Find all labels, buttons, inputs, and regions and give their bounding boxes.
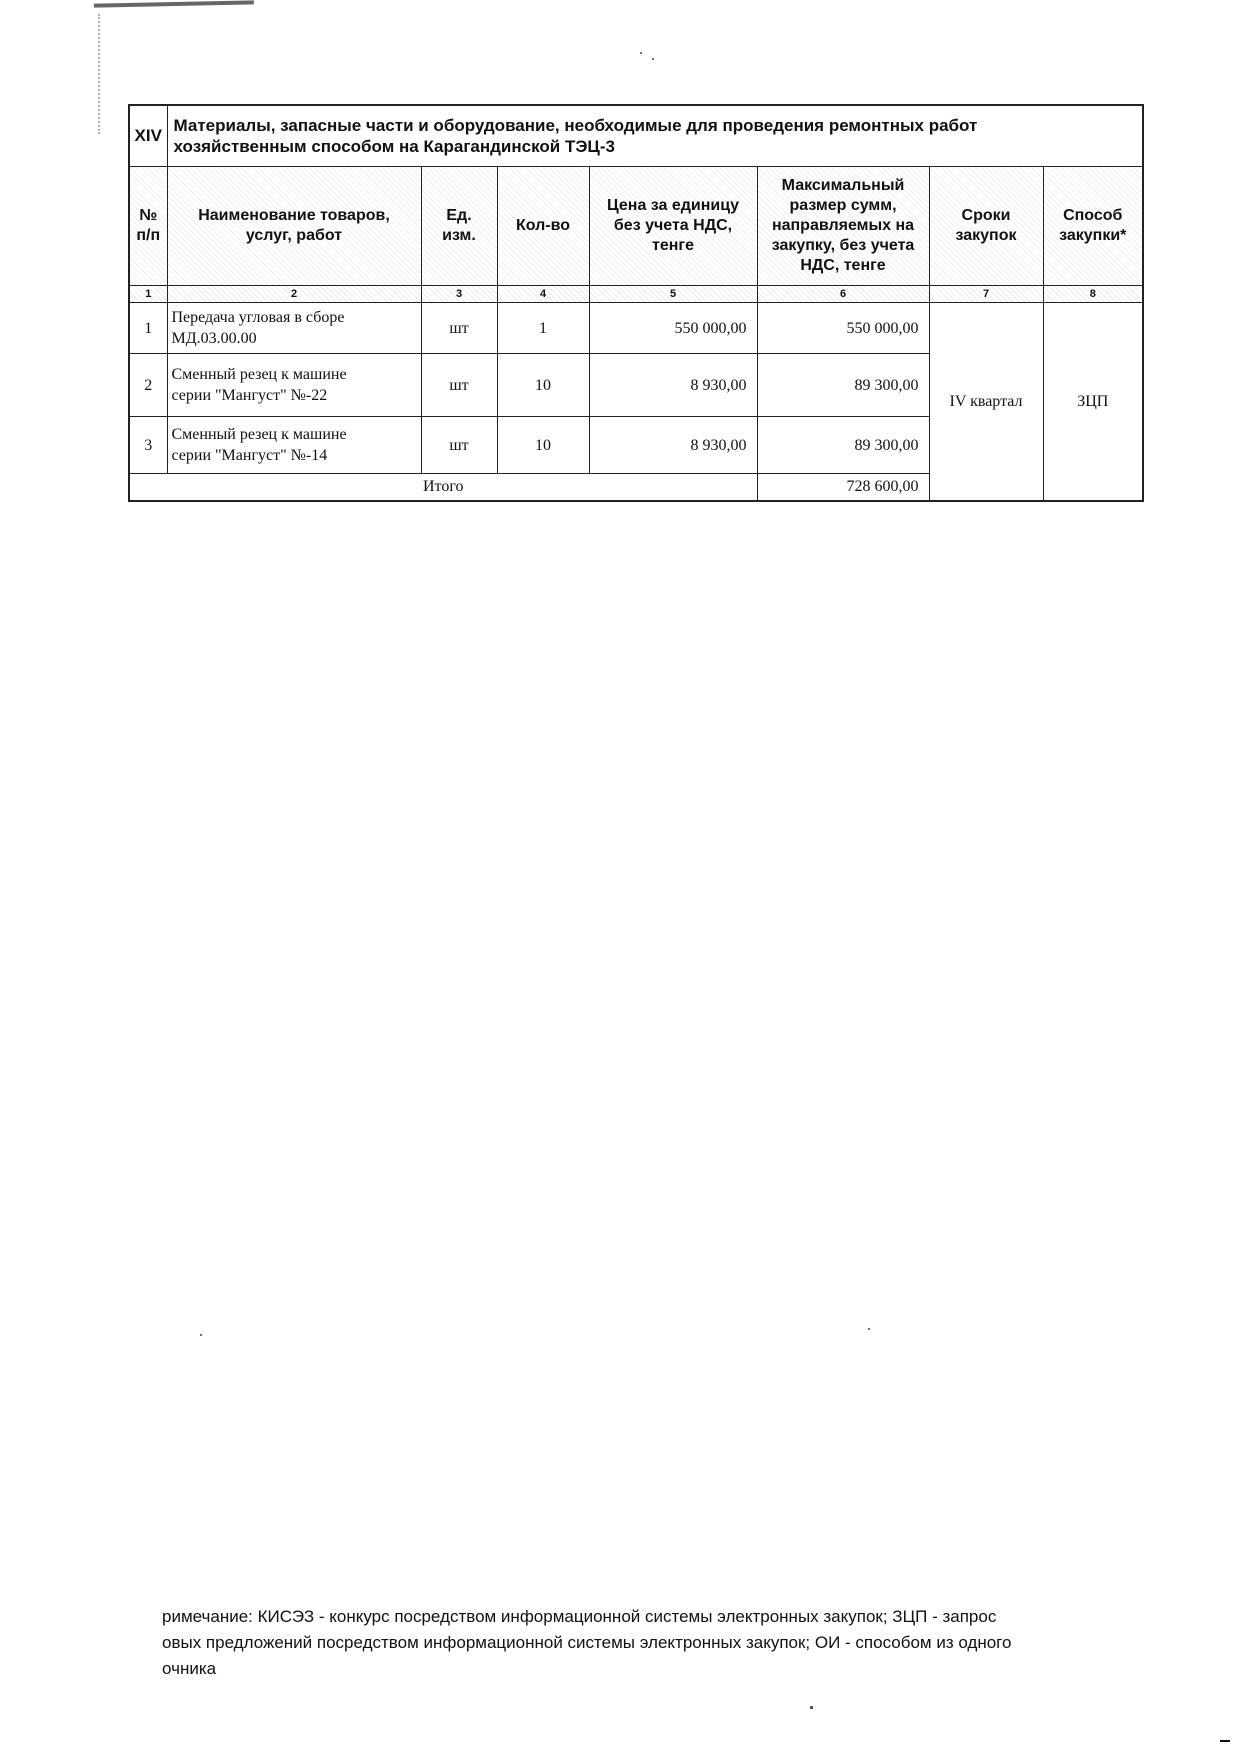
table-row: [129, 303, 1143, 354]
column-number: 7: [929, 286, 1043, 303]
column-header-row: [129, 167, 1143, 286]
header-max-sum: Максимальный размер сумм, направляемых на закупку, без учета НДС, тенге: [757, 167, 929, 286]
scan-speck: [652, 58, 654, 60]
item-total: 550 000,00: [757, 303, 929, 354]
total-value: 728 600,00: [757, 474, 929, 502]
total-label: Итого: [129, 474, 757, 502]
scan-edge-mark: [98, 14, 108, 134]
header-qty: Кол-во: [497, 167, 589, 286]
column-number: 6: [757, 286, 929, 303]
header-price: Цена за единицу без учета НДС, тенге: [589, 167, 757, 286]
item-unit: шт: [421, 417, 497, 474]
item-qty: 10: [497, 354, 589, 417]
item-price: 550 000,00: [589, 303, 757, 354]
footnote-line: овых предложений посредством информационной системы электронных закупок; ОИ - способом из одного: [162, 1633, 1012, 1652]
scan-edge-dash: [1220, 1740, 1230, 1742]
scan-speck: [200, 1334, 202, 1336]
header-unit: Ед. изм.: [421, 167, 497, 286]
section-title: Материалы, запасные части и оборудование, необходимые для проведения ремонтных работ хозяйственным способом на Карагандинской ТЭЦ-3: [167, 105, 1143, 167]
item-qty: 10: [497, 417, 589, 474]
section-header-row: [129, 105, 1143, 167]
footnote: [162, 1604, 1122, 1682]
item-price: 8 930,00: [589, 354, 757, 417]
column-number: 8: [1043, 286, 1143, 303]
procurement-terms: IV квартал: [929, 303, 1043, 502]
procurement-table: [128, 104, 1144, 502]
footnote-line: очника: [162, 1659, 217, 1678]
row-number: 3: [129, 417, 167, 474]
row-number: 1: [129, 303, 167, 354]
scan-speck: [640, 52, 642, 54]
item-name: Передача угловая в сборе МД.03.00.00: [167, 303, 421, 354]
item-total: 89 300,00: [757, 354, 929, 417]
column-number-row: [129, 286, 1143, 303]
column-number: 2: [167, 286, 421, 303]
column-number: 3: [421, 286, 497, 303]
item-name: Сменный резец к машине серии "Мангуст" №-14: [167, 417, 421, 474]
section-number: XIV: [129, 105, 167, 167]
column-number: 1: [129, 286, 167, 303]
column-number: 5: [589, 286, 757, 303]
procurement-method: ЗЦП: [1043, 303, 1143, 502]
scan-corner-mark: [94, 0, 254, 19]
header-num: № п/п: [129, 167, 167, 286]
scan-speck: [810, 1706, 813, 1709]
item-qty: 1: [497, 303, 589, 354]
header-name: Наименование товаров, услуг, работ: [167, 167, 421, 286]
item-unit: шт: [421, 354, 497, 417]
item-unit: шт: [421, 303, 497, 354]
header-method: Способ закупки*: [1043, 167, 1143, 286]
item-total: 89 300,00: [757, 417, 929, 474]
column-number: 4: [497, 286, 589, 303]
footnote-line: римечание: КИСЭЗ - конкурс посредством информационной системы электронных закупок; ЗЦП - запрос: [162, 1607, 997, 1626]
row-number: 2: [129, 354, 167, 417]
item-price: 8 930,00: [589, 417, 757, 474]
scan-speck: [868, 1328, 870, 1330]
header-terms: Сроки закупок: [929, 167, 1043, 286]
item-name: Сменный резец к машине серии "Мангуст" №-22: [167, 354, 421, 417]
